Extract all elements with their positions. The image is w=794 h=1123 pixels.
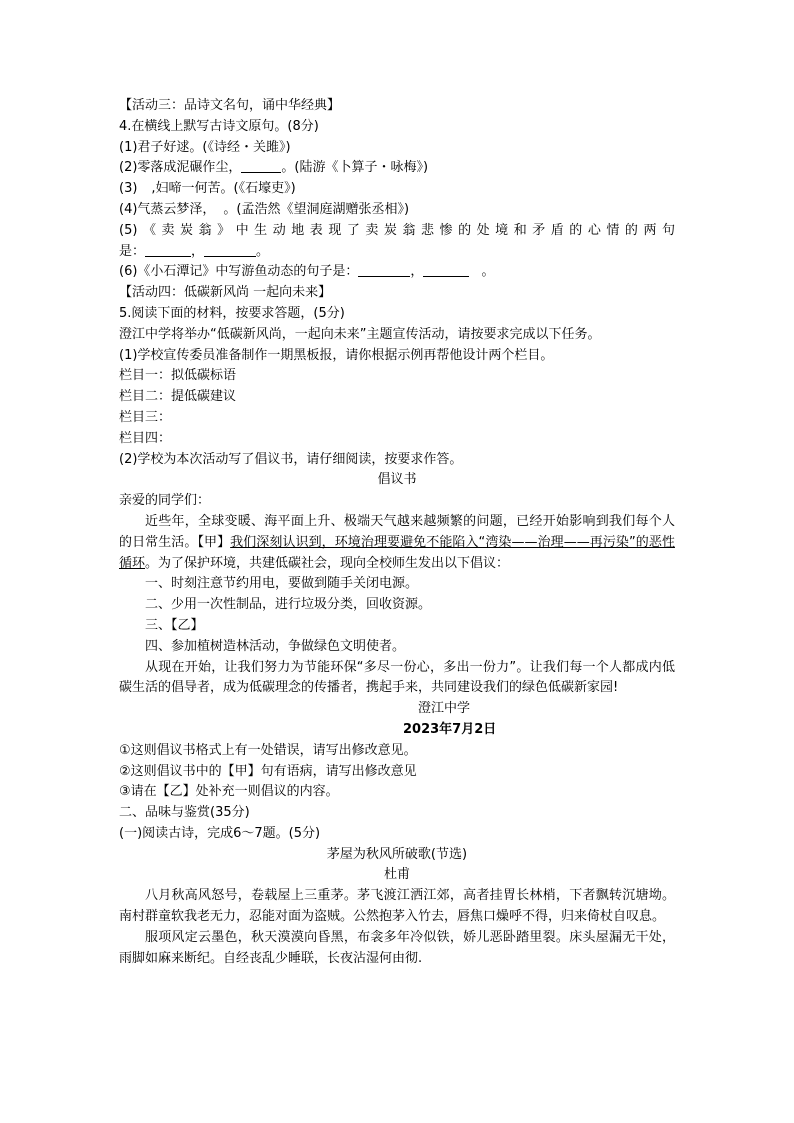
- q5-task-2: (2)学校为本次活动写了倡议书，请仔细阅读，按要求作答。: [119, 451, 463, 467]
- proposal-4: 四、参加植树造林活动，争做绿色文明使者。: [145, 638, 406, 654]
- answer-blank[interactable]: [241, 158, 281, 173]
- proposal-1: 一、时刻注意节约用电，要做到随手关闭电源。: [145, 576, 419, 592]
- letter-signature: 澄江中学: [418, 701, 471, 717]
- column-1: 栏目一：拟低碳标语: [119, 368, 237, 384]
- answer-blank[interactable]: [358, 262, 410, 277]
- poem-paragraph-1: 八月秋高风怒号，卷载屋上三重茅。茅飞渡江洒江郊，高者挂胃长林梢，下者飘转沉塘坳。南村群童软我老无力，忍能对面为盗贼。公然抱茅入竹去，唇焦口燥呼不得，归来倚杖自叹息。: [119, 888, 675, 925]
- part2-title: 二、品味与鉴赏(35分): [119, 805, 250, 821]
- letter-paragraph-1: 近些年，全球变暖、海平面上升、极端天气越来越频繁的问题，已经开始影响到我们每个人的日常生活。【甲】我们深刻认识到，环境治理要避免不能陷入“湾染——治理——再污染”的恶性循环。为了保护环境，共建低碳社会，现向全校师生发出以下倡议：: [119, 513, 675, 571]
- question-5: 5.阅读下面的材料，按要求答题，(5分): [119, 305, 345, 321]
- task-b: ②这则倡议书中的【甲】句有语病，请写出修改意见: [119, 763, 417, 779]
- q4-item-1: (1)君子好逑。(《诗经・关雎》): [119, 139, 291, 155]
- poem-title: 茅屋为秋风所破歌(节选): [326, 846, 468, 862]
- q5-task-1: (1)学校宣传委员准备制作一期黑板报，请你根据示例再帮他设计两个栏目。: [119, 347, 554, 363]
- activity3-title: 【活动三：品诗文名句，诵中华经典】: [119, 98, 341, 113]
- q4-item-5: (5)《卖炭翁》中生动地表现了卖炭翁悲惨的处境和矛盾的心情的两句: [119, 222, 675, 238]
- q4-item-3: (3) ,妇啼一何苦。(《石壕吏》): [119, 181, 296, 197]
- q4-item-5-answer: 是： ， 。: [119, 243, 270, 259]
- q5-intro: 澄江中学将举办“低碳新风尚，一起向未来”主题宣传活动，请按要求完成以下任务。: [119, 326, 601, 342]
- column-3: 栏目三：: [119, 409, 172, 425]
- poem-paragraph-2: 服项风定云墨色，秋天漠漠向昏黑，布衾多年冷似铁，娇儿恶卧踏里裂。床头屋漏无干处，雨脚如麻来断纪。自经丧乱少睡联，长夜沾湿何由彻.: [119, 929, 675, 966]
- letter-date: 2023年7月2日: [403, 721, 497, 737]
- q4-item-6: (6)《小石潭记》中写游鱼动态的句子是： ， 。: [119, 264, 495, 280]
- exam-page: [119, 96, 675, 969]
- letter-paragraph-2: 从现在开始，让我们努力为节能环保“多尽一份心，多出一份力”。让我们每一个人都成内低碳生活的倡导者，成为低碳理念的传播者，携起手来，共同建设我们的绿色低碳新家园!: [119, 659, 675, 696]
- sentence-jia: 我们深刻认识到，环境治理要避免不能陷入“湾染——治理——再污染”的恶性循环: [119, 534, 675, 571]
- proposal-3: 三、【乙】: [145, 617, 204, 633]
- task-c: ③请在【乙】处补充一则倡议的内容。: [119, 784, 339, 800]
- letter-title: 倡议书: [377, 472, 417, 488]
- activity4-title: 【活动四：低碳新风尚 一起向未来】: [119, 285, 332, 301]
- q4-item-4: (4)气蒸云梦泽， 。(孟浩然《望洞庭湖赠张丞相》): [119, 201, 410, 217]
- column-2: 栏目二：提低碳建议: [119, 389, 237, 405]
- column-4: 栏目四：: [119, 430, 172, 446]
- question-4: 4.在横线上默写古诗文原句。(8分): [119, 118, 319, 134]
- answer-blank[interactable]: [204, 242, 256, 257]
- answer-blank[interactable]: [423, 262, 469, 277]
- task-a: ①这则倡议书格式上有一处错误，请写出修改意见。: [119, 742, 417, 758]
- letter-greeting: 亲爱的同学们：: [119, 493, 211, 509]
- proposal-2: 二、少用一次性制品，进行垃圾分类，回收资源。: [145, 597, 432, 613]
- answer-blank[interactable]: [145, 242, 191, 257]
- q4-item-2: (2)零落成泥碾作尘， 。(陆游《卜算子・咏梅》): [119, 160, 429, 176]
- part2-sub: (一)阅读古诗，完成6～7题。(5分): [119, 825, 321, 841]
- poem-author: 杜甫: [383, 867, 410, 883]
